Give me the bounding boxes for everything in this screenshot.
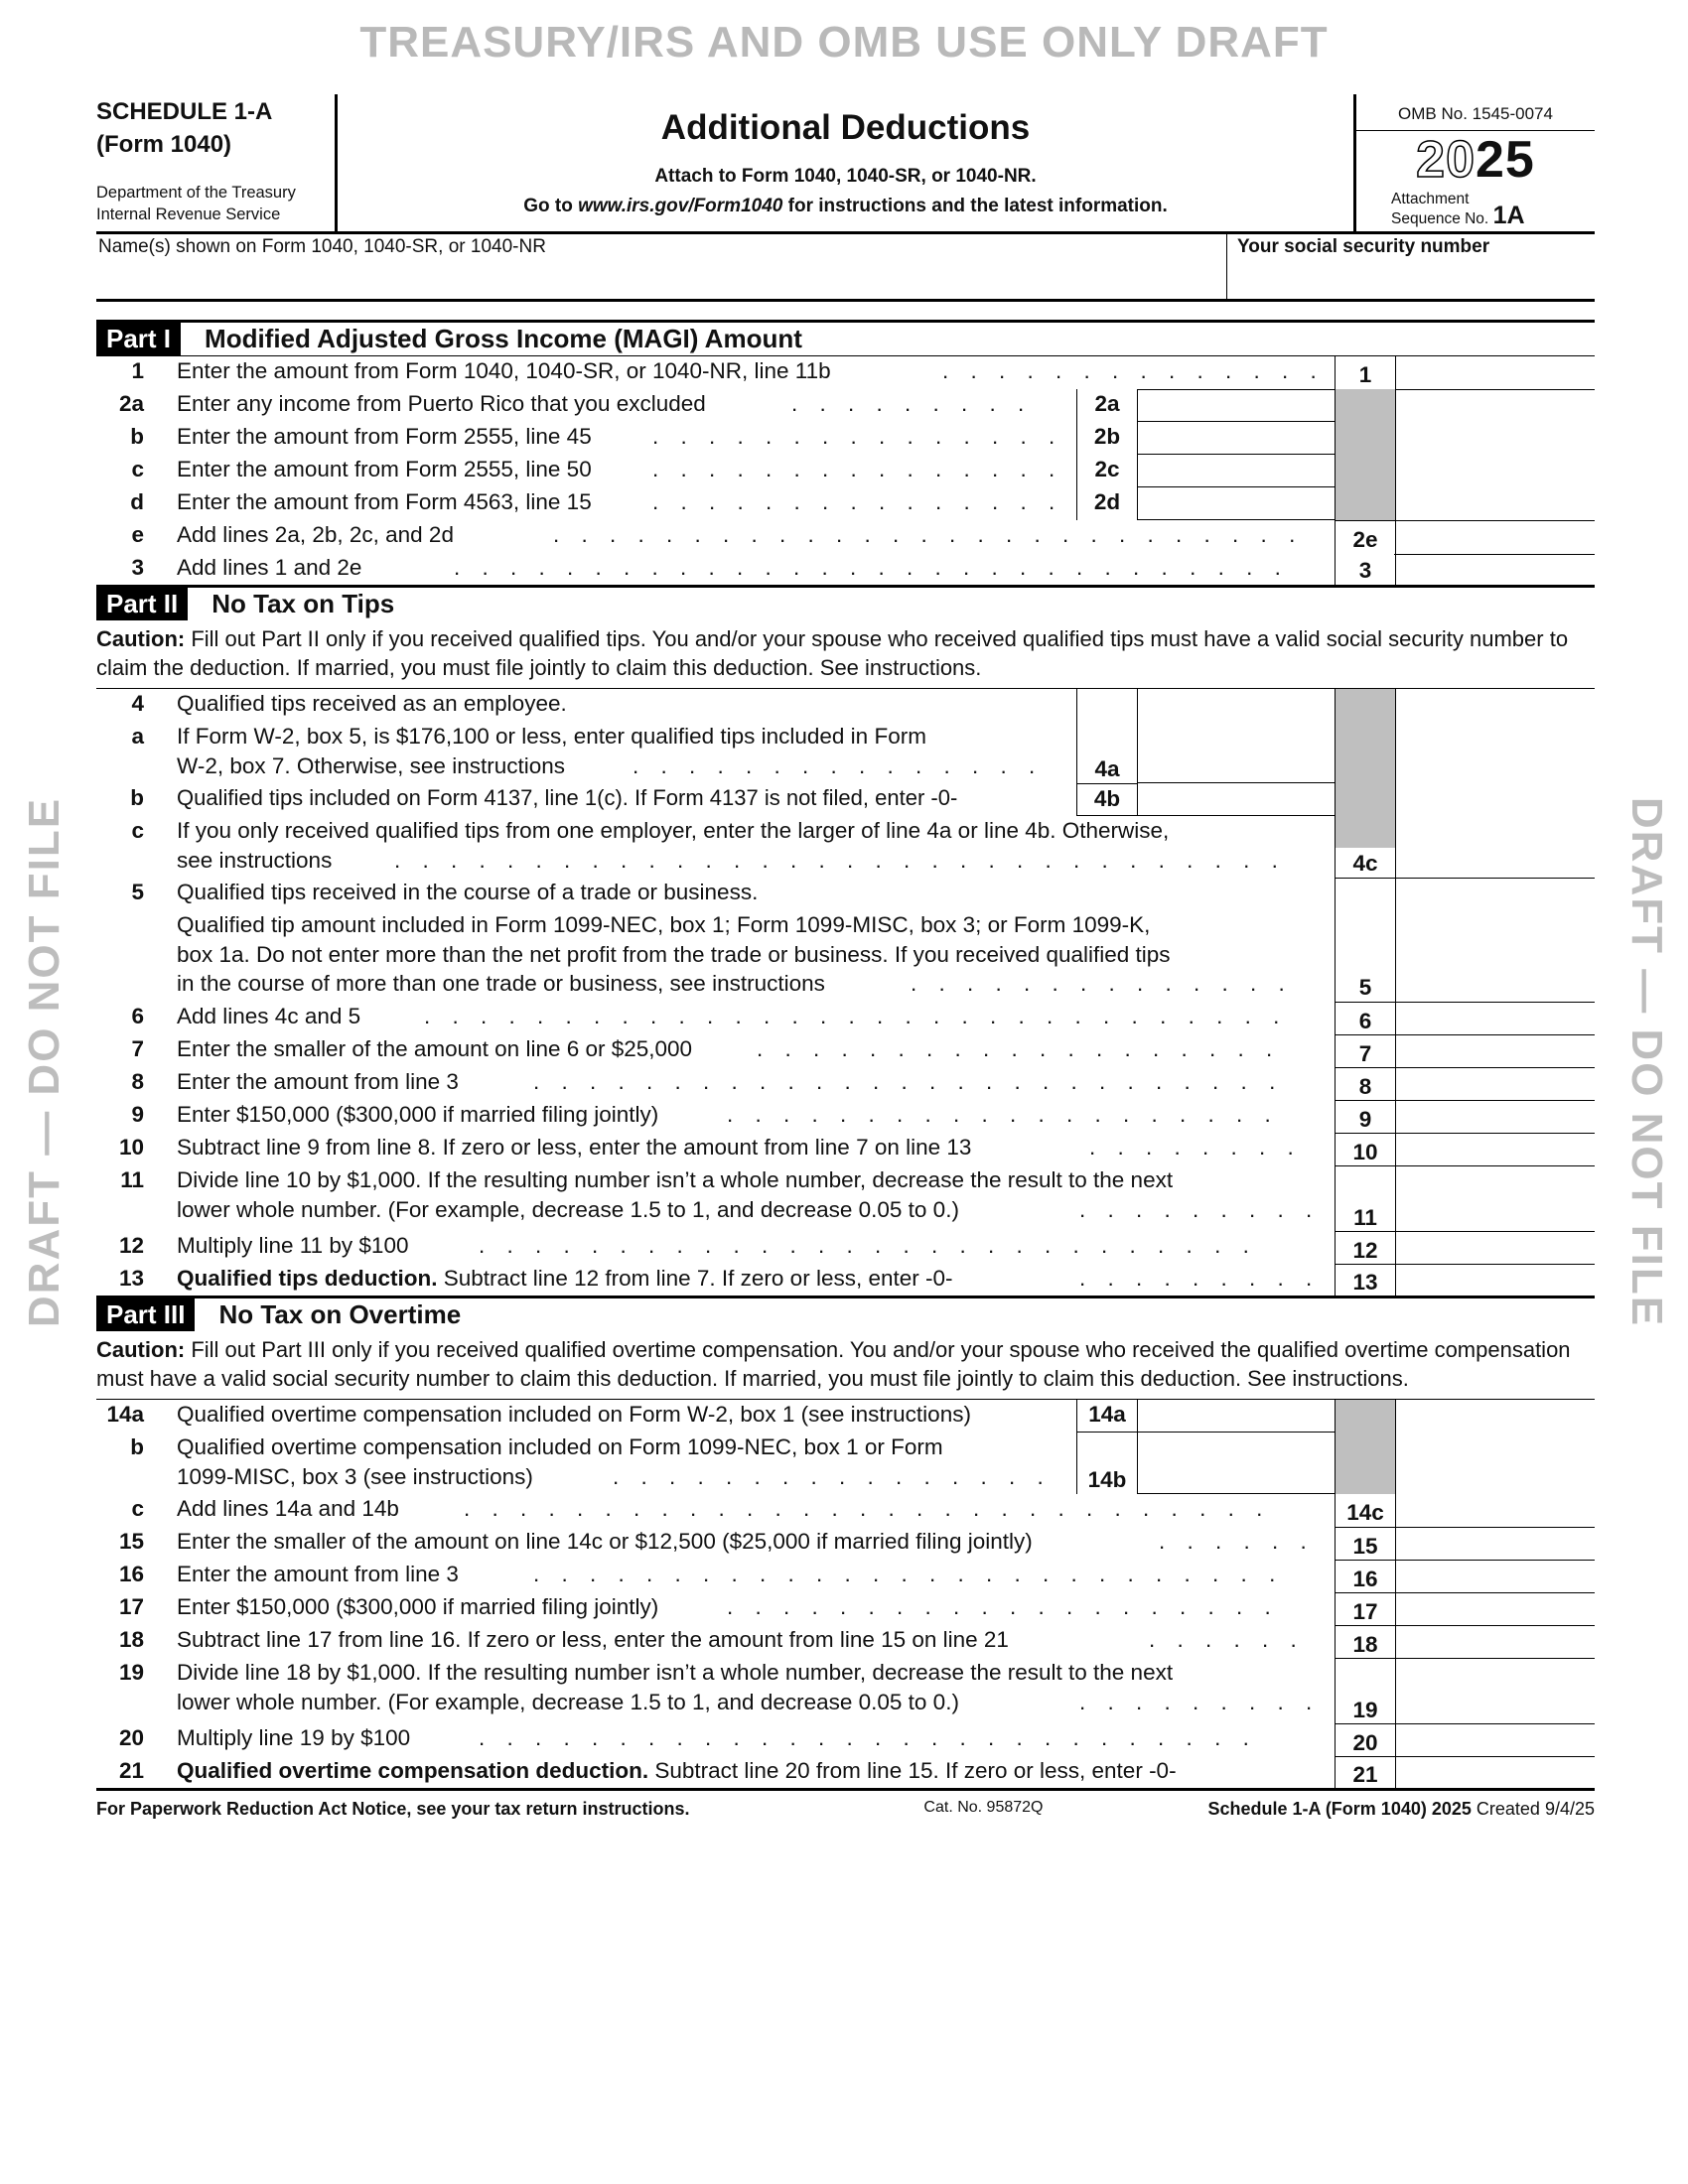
- line-text: Add lines 1 and 2e: [177, 555, 362, 580]
- line-8-amount[interactable]: [1394, 1067, 1595, 1101]
- leader-dots: . . . . . . . . . . . . . . .: [633, 753, 1044, 778]
- leader-dots: . . . . . . . . . . . . . . . . . . . .: [727, 1102, 1279, 1127]
- line-2b-amount[interactable]: [1138, 422, 1335, 455]
- line-text: Enter the amount from line 3: [177, 1562, 459, 1586]
- line-text: Enter the amount from line 3: [177, 1069, 459, 1094]
- leader-dots: . . . . . . . . . . . . . . . . . . . . . . . . . . . . . . . .: [394, 848, 1286, 873]
- part-2-title: No Tax on Tips: [211, 589, 395, 618]
- line-7: [96, 1034, 1595, 1067]
- form-id-block: [96, 94, 338, 231]
- text-line: 1099-MISC, box 3 (see instructions): [177, 1463, 533, 1489]
- line-12-label: [1335, 1231, 1396, 1265]
- leader-dots: . . . . . . . . . . . . . . . . . . . . . . . . . . . .: [479, 1725, 1257, 1750]
- line-2d-amount[interactable]: [1138, 487, 1335, 520]
- box-label: 18: [1352, 1631, 1378, 1657]
- omb-number: OMB No. 1545-0074: [1356, 98, 1595, 131]
- line-text: [177, 1264, 953, 1294]
- box-label: 3: [1358, 557, 1372, 583]
- shaded-cell: [1335, 816, 1396, 848]
- line-6: [96, 1002, 1595, 1034]
- leader-dots: . . . . . . . . .: [1079, 1197, 1321, 1222]
- line-number: b: [130, 1434, 144, 1459]
- line-number: 19: [118, 1660, 144, 1685]
- line-number: 12: [118, 1233, 144, 1258]
- line-4b: [96, 783, 1595, 816]
- line-5-amount[interactable]: [1394, 910, 1595, 1003]
- part-2-header: [96, 585, 1595, 620]
- line-number: 11: [120, 1167, 144, 1192]
- line-6-amount[interactable]: [1394, 1002, 1595, 1035]
- line-text: [177, 1165, 1173, 1224]
- text-line: lower whole number. (For example, decrease 1.5 to 1, and decrease 0.05 to 0.): [177, 1689, 959, 1714]
- text-line: box 1a. Do not enter more than the net profit from the trade or business. If you received qualified tips: [177, 941, 1171, 967]
- line-20-label: [1335, 1723, 1396, 1757]
- line-17: [96, 1592, 1595, 1625]
- sequence-number: 1A: [1492, 202, 1525, 229]
- line-4c-amount[interactable]: [1394, 816, 1595, 879]
- line-text: Enter the amount from Form 1040, 1040-SR, or 1040-NR, line 11b: [177, 358, 831, 383]
- box-label: [1076, 722, 1138, 783]
- part-3-header: [96, 1296, 1595, 1331]
- box-label: 5: [1358, 974, 1372, 1000]
- line-18-amount[interactable]: [1394, 1625, 1595, 1659]
- line-2d-box[interactable]: [1076, 487, 1335, 520]
- draft-watermark-left: DRAFT — DO NOT FILE: [20, 796, 69, 1328]
- line-text: Enter the amount from Form 4563, line 15: [177, 489, 592, 514]
- leader-dots: . . . . . .: [1159, 1529, 1315, 1554]
- line-number: a: [131, 724, 144, 749]
- caution-label: Caution:: [96, 626, 186, 651]
- line-number: d: [130, 489, 144, 514]
- leader-dots: . . . . . . . . . . . . . . . . . . .: [757, 1036, 1281, 1061]
- line-13: [96, 1264, 1595, 1296]
- paperwork-notice: For Paperwork Reduction Act Notice, see your tax return instructions.: [96, 1799, 690, 1819]
- draft-watermark-right: DRAFT — DO NOT FILE: [1622, 796, 1671, 1328]
- line-number: 9: [131, 1102, 144, 1127]
- line-14a-amount[interactable]: [1138, 1400, 1335, 1433]
- line-4b-amount[interactable]: [1138, 783, 1335, 816]
- line-12: [96, 1231, 1595, 1264]
- line-16-label: [1335, 1560, 1396, 1593]
- box-label: 21: [1352, 1761, 1378, 1787]
- text-line: lower whole number. (For example, decrease 1.5 to 1, and decrease 0.05 to 0.): [177, 1196, 959, 1222]
- line-18: [96, 1625, 1595, 1658]
- box-label: 1: [1358, 361, 1372, 387]
- form-footer: [96, 1799, 1595, 1820]
- line-4c: [96, 816, 1595, 878]
- leader-dots: . . . . . . . . . . . . . . . .: [613, 1464, 1052, 1489]
- line-1: [96, 356, 1595, 389]
- part-2-tag: Part II: [96, 588, 188, 620]
- line-8-label: [1335, 1067, 1396, 1101]
- line-15: [96, 1527, 1595, 1560]
- box-label: 20: [1352, 1729, 1378, 1755]
- text-line: Qualified overtime compensation included on Form 1099-NEC, box 1 or Form: [177, 1434, 943, 1459]
- leader-dots: . . . . . . . . . . . . . . . . . . . .: [727, 1594, 1279, 1619]
- goto-post: for instructions and the latest information.: [782, 196, 1168, 216]
- leader-dots: . . . . . . . . . . . . . . .: [652, 424, 1063, 449]
- text-bold: Qualified overtime compensation deduction.: [177, 1758, 649, 1783]
- line-4: [96, 689, 1595, 722]
- text-line: W-2, box 7. Otherwise, see instructions: [177, 752, 565, 778]
- line-number: 5: [131, 880, 144, 904]
- name-field[interactable]: [96, 234, 1226, 299]
- line-6-label: [1335, 1002, 1396, 1035]
- caution-label: Caution:: [96, 1337, 186, 1362]
- department: [96, 182, 296, 225]
- line-11-amount[interactable]: [1394, 1165, 1595, 1232]
- line-8: [96, 1067, 1595, 1100]
- line-11-label: [1335, 1165, 1396, 1232]
- line-number: 1: [131, 358, 144, 383]
- line-2d: [96, 487, 1595, 520]
- line-number: b: [130, 424, 144, 449]
- box-label: 12: [1352, 1237, 1378, 1263]
- leader-dots: . . . . . . . . . . . . . . . . . . . . . . . . . . .: [533, 1562, 1284, 1586]
- leader-dots: . . . . . . . . . . . . . . .: [652, 489, 1063, 514]
- line-9-label: [1335, 1100, 1396, 1134]
- line-text: Qualified tips received in the course of a trade or business.: [177, 880, 759, 904]
- line-text: Qualified overtime compensation included on Form W-2, box 1 (see instructions): [177, 1402, 971, 1427]
- box-label: 6: [1358, 1008, 1372, 1033]
- line-text: Add lines 4c and 5: [177, 1004, 361, 1028]
- leader-dots: . . . . . . . .: [1089, 1135, 1302, 1160]
- line-5: [96, 910, 1595, 1002]
- line-3: [96, 553, 1595, 585]
- box-label: 16: [1352, 1566, 1378, 1591]
- line-9-amount[interactable]: [1394, 1100, 1595, 1134]
- ssn-field[interactable]: [1226, 234, 1595, 299]
- line-number: 4: [131, 691, 144, 716]
- line-text: Multiply line 19 by $100: [177, 1725, 411, 1750]
- catalog-number: Cat. No. 95872Q: [923, 1799, 1044, 1816]
- sequence-label: Sequence No.: [1391, 210, 1489, 227]
- text-line: Qualified tip amount included in Form 1099-NEC, box 1; Form 1099-MISC, box 3; or Form 1099-K,: [177, 912, 1151, 937]
- line-text: Qualified tips received as an employee.: [177, 691, 567, 716]
- line-4a-amount[interactable]: [1138, 722, 1335, 783]
- form-footer-id: [1207, 1799, 1595, 1820]
- line-3-label: [1335, 553, 1396, 585]
- line-10: [96, 1133, 1595, 1165]
- text-line: see instructions: [177, 847, 333, 873]
- omb-block: [1353, 94, 1595, 231]
- line-text: [177, 1658, 1173, 1716]
- box-label-text: 14b: [1087, 1466, 1127, 1492]
- dept-line-1: Department of the Treasury: [96, 184, 296, 202]
- line-text: Subtract line 9 from line 8. If zero or less, enter the amount from line 7 on line 13: [177, 1135, 972, 1160]
- shaded-cell: [1335, 455, 1396, 487]
- box-label: 2d: [1076, 487, 1138, 520]
- box-label: 2a: [1076, 389, 1138, 422]
- line-21-amount[interactable]: [1394, 1756, 1595, 1788]
- leader-dots: . . . . . . . . . . . . . .: [911, 971, 1293, 996]
- line-number: c: [131, 457, 144, 481]
- line-2a: [96, 389, 1595, 422]
- line-10-label: [1335, 1133, 1396, 1166]
- irs-url-link[interactable]: www.irs.gov/Form1040: [578, 196, 783, 216]
- box-label: 14a: [1076, 1400, 1138, 1433]
- line-14b-amount[interactable]: [1138, 1433, 1335, 1494]
- part-2-caution: [96, 620, 1595, 689]
- line-11: [96, 1165, 1595, 1231]
- line-16: [96, 1560, 1595, 1592]
- caution-text: Fill out Part III only if you received qualified overtime compensation. You and/or your spouse who received the qualified overtime compensation must have a valid social security number to claim this deduction. If married, you must file jointly to claim this deduction. See instructions.: [96, 1337, 1571, 1391]
- line-4b-box[interactable]: [1076, 783, 1335, 816]
- box-label: [1076, 1433, 1138, 1494]
- line-19-amount[interactable]: [1394, 1658, 1595, 1724]
- line-2e-label: [1335, 520, 1396, 554]
- footer-created: Created 9/4/25: [1471, 1799, 1595, 1819]
- shaded-cell: [1335, 783, 1396, 816]
- line-text: Add lines 14a and 14b: [177, 1496, 399, 1521]
- line-number: 8: [131, 1069, 144, 1094]
- shaded-cell: [1335, 389, 1396, 422]
- line-number: c: [131, 1496, 144, 1521]
- line-number-blank: [96, 910, 144, 1002]
- page-title: Additional Deductions: [660, 108, 1031, 147]
- line-2a-box[interactable]: [1076, 389, 1335, 422]
- line-number: 13: [118, 1266, 144, 1291]
- footer-form-name: Schedule 1-A (Form 1040) 2025: [1207, 1799, 1472, 1819]
- line-10-amount[interactable]: [1394, 1133, 1595, 1166]
- box-label: 17: [1352, 1598, 1378, 1624]
- text-line: If you only received qualified tips from one employer, enter the larger of line 4a or line 4b. Otherwise,: [177, 818, 1170, 843]
- line-19-label: [1335, 1658, 1396, 1724]
- line-2b: [96, 422, 1595, 455]
- box-label: 13: [1352, 1269, 1378, 1295]
- title-block: [338, 94, 1353, 231]
- line-text: Multiply line 11 by $100: [177, 1233, 409, 1258]
- line-5-heading: [96, 878, 1595, 910]
- line-20: [96, 1723, 1595, 1756]
- leader-dots: . . . . . . . . . . . . . . . . . . . . . . . . . . . . .: [464, 1496, 1271, 1521]
- line-number: 7: [131, 1036, 144, 1061]
- text-line: Subtract line 20 from line 15. If zero or less, enter -0-: [648, 1758, 1177, 1783]
- dept-line-2: Internal Revenue Service: [96, 205, 281, 223]
- part-1-title: Modified Adjusted Gross Income (MAGI) Amount: [205, 324, 802, 353]
- line-number: b: [130, 785, 144, 810]
- line-3-amount[interactable]: [1394, 553, 1595, 585]
- name-ssn-row: [96, 234, 1595, 302]
- leader-dots: . . . . . . . . . . . . . . . . . . . . . . . . . . .: [533, 1069, 1284, 1094]
- line-number: 14a: [106, 1402, 144, 1427]
- line-14a-box[interactable]: [1076, 1400, 1335, 1433]
- line-text: Subtract line 17 from line 16. If zero or less, enter the amount from line 15 on line 21: [177, 1627, 1009, 1652]
- attachment-sequence: [1391, 191, 1525, 227]
- line-14c-label: [1335, 1494, 1396, 1527]
- shaded-cell: [1335, 1433, 1396, 1494]
- box-label-text: 4a: [1094, 755, 1120, 781]
- part-1-header: [96, 320, 1595, 356]
- line-13-amount[interactable]: [1394, 1264, 1595, 1296]
- goto-line: [338, 196, 1353, 217]
- line-number: 21: [118, 1758, 144, 1783]
- leader-dots: . . . . . . . . .: [1079, 1690, 1321, 1714]
- form-schedule-1a: [96, 94, 1595, 1820]
- line-21: [96, 1756, 1595, 1791]
- line-2e: [96, 520, 1595, 553]
- line-number: c: [131, 818, 144, 843]
- line-5-label: [1335, 910, 1396, 1002]
- line-4a-box[interactable]: [1076, 722, 1335, 783]
- box-label: 2b: [1076, 422, 1138, 455]
- line-14b-box[interactable]: [1076, 1433, 1335, 1494]
- line-4a: [96, 722, 1595, 783]
- text-line: Subtract line 12 from line 7. If zero or less, enter -0-: [437, 1266, 953, 1291]
- line-text: Enter $150,000 ($300,000 if married filing jointly): [177, 1102, 659, 1127]
- shaded-cell: [1335, 1400, 1396, 1433]
- line-number: 3: [131, 555, 144, 580]
- line-14b: [96, 1433, 1595, 1494]
- line-9: [96, 1100, 1595, 1133]
- line-12-amount[interactable]: [1394, 1231, 1595, 1265]
- leader-dots: . . . . . . . . . . . . . . .: [652, 457, 1063, 481]
- part-3-tag: Part III: [96, 1298, 195, 1331]
- line-17-label: [1335, 1592, 1396, 1626]
- box-label: 11: [1353, 1204, 1377, 1230]
- line-number: 6: [131, 1004, 144, 1028]
- line-text: Enter the amount from Form 2555, line 45: [177, 424, 592, 449]
- form-number: (Form 1040): [96, 131, 232, 158]
- line-2c: [96, 455, 1595, 487]
- box-label: [1076, 689, 1138, 722]
- line-15-amount[interactable]: [1394, 1527, 1595, 1561]
- line-13-label: [1335, 1264, 1396, 1297]
- box-label: 14c: [1346, 1499, 1384, 1525]
- line-17-amount[interactable]: [1394, 1592, 1595, 1626]
- text-line: in the course of more than one trade or business, see instructions: [177, 971, 825, 996]
- line-2c-amount[interactable]: [1138, 455, 1335, 487]
- line-2e-amount[interactable]: [1394, 520, 1595, 555]
- box-label: 4c: [1352, 850, 1378, 876]
- box-label: 9: [1358, 1106, 1372, 1132]
- line-text: Enter any income from Puerto Rico that you excluded: [177, 391, 706, 416]
- line-number: 20: [118, 1725, 144, 1750]
- line-21-label: [1335, 1756, 1396, 1789]
- line-18-label: [1335, 1625, 1396, 1659]
- leader-dots: . . . . . .: [1149, 1627, 1305, 1652]
- box-label: 8: [1358, 1073, 1372, 1099]
- line-14c: [96, 1494, 1595, 1527]
- line-number: 16: [118, 1562, 144, 1586]
- line-number: 18: [118, 1627, 144, 1652]
- box-label: 2c: [1076, 455, 1138, 487]
- line-1-amount[interactable]: [1394, 356, 1595, 390]
- line-number: 17: [118, 1594, 144, 1619]
- leader-dots: . . . . . . . . . . . . . . . . . . . . . . . . . . . . . .: [454, 555, 1289, 580]
- line-5-spacer: [1335, 878, 1396, 911]
- line-15-label: [1335, 1527, 1396, 1561]
- line-text: Enter the amount from Form 2555, line 50: [177, 457, 592, 481]
- text-bold: Qualified tips deduction.: [177, 1266, 438, 1291]
- form-header: [96, 94, 1595, 234]
- leader-dots: . . . . . . . . . . . . . . . . . . . . . . . . . . . . . . .: [424, 1004, 1288, 1028]
- leader-dots: . . . . . . . . . . . . . .: [942, 358, 1325, 383]
- line-7-amount[interactable]: [1394, 1034, 1595, 1068]
- box-label: 2e: [1352, 526, 1378, 552]
- line-number: 2a: [118, 391, 144, 416]
- box-label: 4b: [1076, 783, 1138, 816]
- line-number: 15: [118, 1529, 144, 1554]
- goto-pre: Go to: [523, 196, 579, 216]
- year-suffix: 25: [1476, 131, 1535, 189]
- box-amount: [1138, 689, 1335, 722]
- shaded-cell: [1335, 722, 1396, 783]
- line-number: 10: [118, 1135, 144, 1160]
- line-20-amount[interactable]: [1394, 1723, 1595, 1757]
- line-1-label: [1335, 356, 1396, 389]
- text-line: If Form W-2, box 5, is $176,100 or less, enter qualified tips included in Form: [177, 724, 926, 749]
- line-4c-label: [1335, 848, 1396, 878]
- part-1-tag: Part I: [96, 323, 181, 355]
- line-2c-box[interactable]: [1076, 455, 1335, 487]
- box-label: 10: [1352, 1139, 1378, 1164]
- leader-dots: . . . . . . . . . . . . . . . . . . . . . . . . . . .: [553, 522, 1304, 547]
- text-line: Divide line 10 by $1,000. If the resulting number isn’t a whole number, decrease the result to the next: [177, 1167, 1174, 1192]
- name-label: Name(s) shown on Form 1040, 1040-SR, or 1040-NR: [98, 236, 546, 257]
- year-prefix: 20: [1416, 131, 1476, 189]
- line-14c-amount[interactable]: [1394, 1494, 1595, 1528]
- box-label: 19: [1352, 1697, 1378, 1722]
- shaded-cell: [1335, 487, 1396, 520]
- part-3-title: No Tax on Overtime: [218, 1299, 462, 1329]
- line-text: Add lines 2a, 2b, 2c, and 2d: [177, 522, 454, 547]
- box-label: 7: [1358, 1040, 1372, 1066]
- line-text: Enter $150,000 ($300,000 if married filing jointly): [177, 1594, 659, 1619]
- text-line: Divide line 18 by $1,000. If the resulting number isn’t a whole number, decrease the result to the next: [177, 1660, 1174, 1685]
- shaded-cell: [1335, 422, 1396, 455]
- box-label: 15: [1352, 1533, 1378, 1559]
- shaded-cell: [1335, 689, 1396, 722]
- line-2a-amount[interactable]: [1138, 389, 1335, 422]
- line-text: Qualified tips included on Form 4137, line 1(c). If Form 4137 is not filed, enter -0-: [177, 785, 958, 810]
- leader-dots: . . . . . . . . .: [1079, 1266, 1321, 1291]
- line-text: [177, 1756, 1177, 1786]
- attach-line: Attach to Form 1040, 1040-SR, or 1040-NR.: [654, 166, 1037, 187]
- schedule-title: SCHEDULE 1-A: [96, 98, 273, 125]
- line-4-spacer: [1076, 689, 1335, 722]
- line-number: e: [131, 522, 144, 547]
- draft-watermark-top: TREASURY/IRS AND OMB USE ONLY DRAFT: [359, 18, 1329, 67]
- leader-dots: . . . . . . . . .: [791, 391, 1033, 416]
- line-2b-box[interactable]: [1076, 422, 1335, 455]
- line-7-label: [1335, 1034, 1396, 1068]
- line-text: Enter the smaller of the amount on line 14c or $12,500 ($25,000 if married filing jointly): [177, 1529, 1033, 1554]
- line-16-amount[interactable]: [1394, 1560, 1595, 1593]
- ssn-label: Your social security number: [1237, 236, 1490, 257]
- line-text: Enter the smaller of the amount on line 6 or $25,000: [177, 1036, 693, 1061]
- part-3-caution: [96, 1331, 1595, 1400]
- line-14a: [96, 1400, 1595, 1433]
- attachment-label: Attachment: [1391, 191, 1470, 207]
- leader-dots: . . . . . . . . . . . . . . . . . . . . . . . . . . . .: [479, 1233, 1257, 1258]
- tax-year: [1356, 131, 1595, 189]
- line-19: [96, 1658, 1595, 1723]
- caution-text: Fill out Part II only if you received qualified tips. You and/or your spouse who received qualified tips must have a valid social security number to claim the deduction. If married, you must file jointly to claim this deduction. See instructions.: [96, 626, 1569, 680]
